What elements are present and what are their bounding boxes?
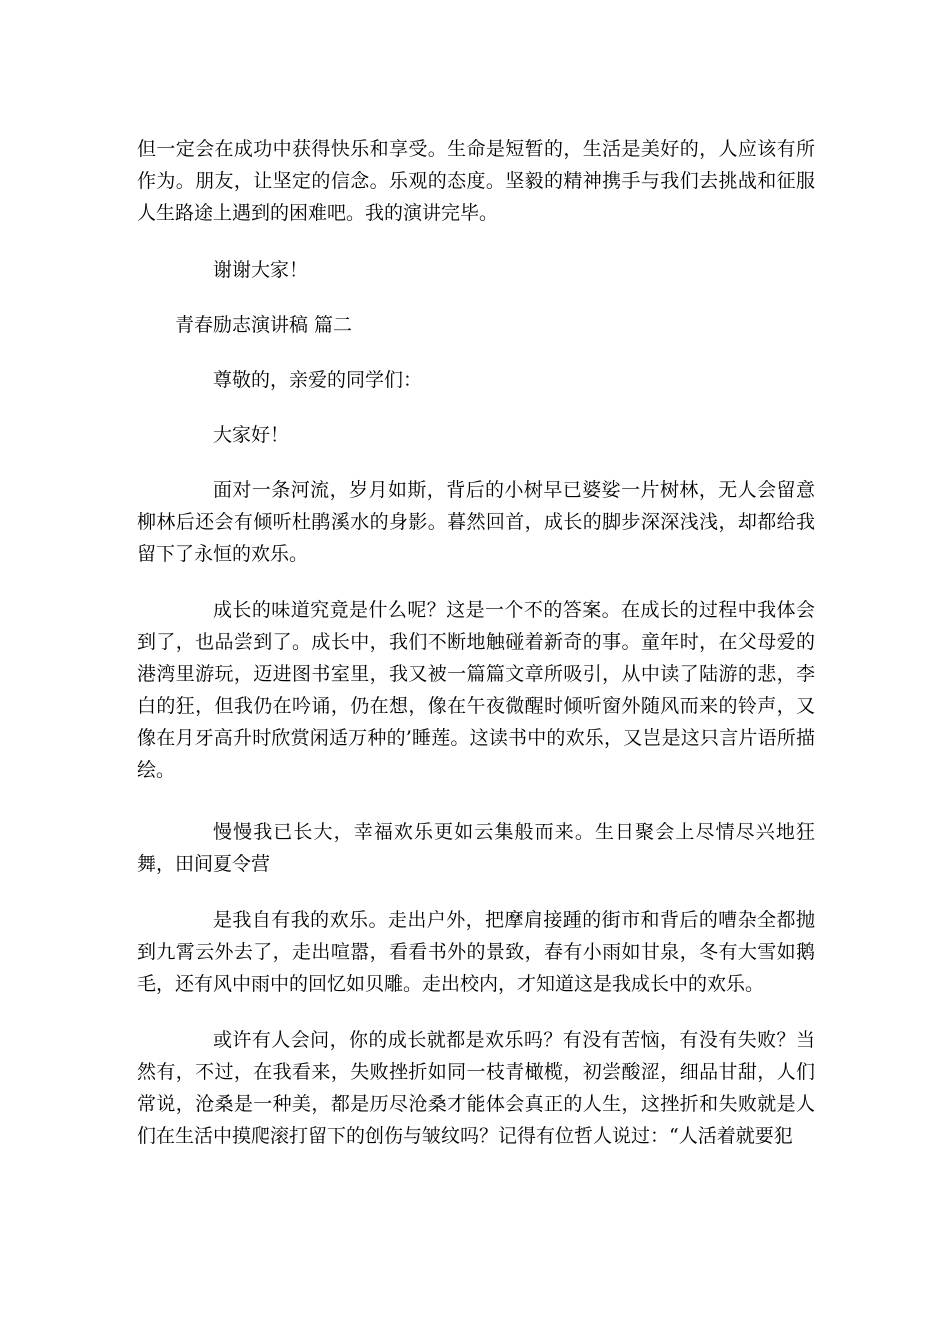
paragraph-river: 面对一条河流，岁月如斯，背后的小树早已婆娑一片树林，无人会留意柳林后还会有倾听杜鹃溪水的身影。暮然回首，成长的脚步深深浅浅，却都给我留下了永恒的欢乐。 [137, 479, 815, 565]
paragraph-taste: 成长的味道究竟是什么呢？这是一个不的答案。在成长的过程中我体会到了，也品尝到了。成长中，我们不断地触碰着新奇的事。童年时，在父母爱的港湾里游玩，迈进图书室里，我又被一篇篇文章所吸引，从中读了陆游的悲，李白的狂，但我仍在吟诵，仍在想，像在午夜微醒时倾听窗外随风而来的铃声，又像在月牙高升时欣赏闲适万种的’睡莲。这读书中的欢乐，又岂是这只言片语所描绘。 [137, 599, 815, 781]
paragraph-salutation: 尊敬的，亲爱的同学们： [213, 369, 423, 391]
paragraph-grow: 慢慢我已长大，幸福欢乐更如云集般而来。生日聚会上尽情尽兴地狂舞，田间夏令营 [137, 821, 815, 875]
paragraph-thanks: 谢谢大家！ [213, 259, 309, 281]
paragraph-intro-tail: 但一定会在成功中获得快乐和享受。生命是短暂的，生活是美好的，人应该有所作为。朋友，让坚定的信念。乐观的态度。坚毅的精神携手与我们去挑战和征服人生路途上遇到的困难吧。我的演讲完毕。 [137, 138, 815, 224]
paragraph-greeting: 大家好！ [213, 424, 290, 446]
section-heading: 青春励志演讲稿 篇二 [175, 314, 353, 336]
paragraph-question: 或许有人会问，你的成长就都是欢乐吗？有没有苦恼，有没有失败？当然有，不过，在我看来，失败挫折如同一枝青橄榄，初尝酸涩，细品甘甜，人们常说，沧桑是一种美，都是历尽沧桑才能体会真正的人生，这挫折和失败就是人们在生活中摸爬滚打留下的创伤与皱纹吗？记得有位哲人说过：“人活着就要犯 [137, 1029, 815, 1147]
paragraph-self: 是我自有我的欢乐。走出户外，把摩肩接踵的街市和背后的嘈杂全都抛到九霄云外去了，走出喧嚣，看看书外的景致，春有小雨如甘泉，冬有大雪如鹅毛，还有风中雨中的回忆如贝雕。走出校内，才知道这是我成长中的欢乐。 [137, 909, 815, 995]
